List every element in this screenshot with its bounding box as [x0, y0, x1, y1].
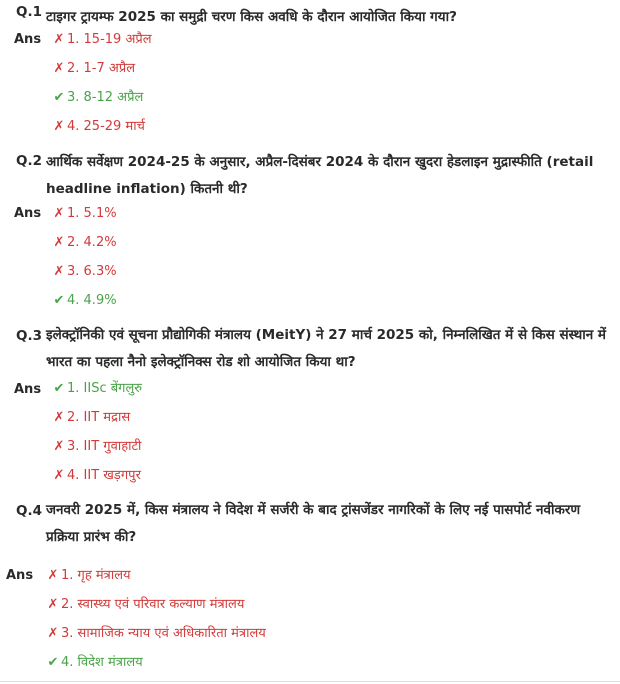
option-text: 1. IISc बेंगलुरु — [67, 381, 143, 396]
check-icon: ✔ — [53, 90, 65, 105]
option-3 — [52, 264, 117, 280]
cross-icon: ✗ — [47, 568, 59, 583]
cross-icon: ✗ — [53, 468, 65, 483]
option-1 — [52, 206, 117, 222]
option-text: 3. 6.3% — [67, 264, 117, 279]
question-number: Q.3 — [16, 328, 42, 344]
option-text: 1. 5.1% — [67, 206, 117, 221]
cross-icon: ✗ — [53, 235, 65, 250]
answer-label: Ans — [6, 568, 34, 583]
option-text: 2. IIT मद्रास — [67, 410, 131, 425]
cross-icon: ✗ — [47, 597, 59, 612]
cross-icon: ✗ — [53, 119, 65, 134]
option-text: 3. 8-12 अप्रैल — [67, 90, 144, 105]
option-text: 2. स्वास्थ्य एवं परिवार कल्याण मंत्रालय — [61, 597, 245, 612]
option-1 — [52, 381, 142, 397]
option-text: 4. 4.9% — [67, 293, 117, 308]
question-text: आर्थिक सर्वेक्षण 2024-25 के अनुसार, अप्रैल-दिसंबर 2024 के दौरान खुदरा हेडलाइन मुद्रास्फीति (retail headline inflation) कितनी थी? — [46, 154, 594, 197]
option-text: 4. विदेश मंत्रालय — [61, 655, 143, 670]
question-number: Q.1 — [16, 4, 42, 20]
option-2 — [52, 235, 117, 251]
option-text: 2. 4.2% — [67, 235, 117, 250]
option-2 — [52, 61, 135, 77]
question-number: Q.2 — [16, 153, 42, 169]
question-text: टाइगर ट्रायम्फ 2025 का समुद्री चरण किस अवधि के दौरान आयोजित किया गया? — [46, 9, 457, 25]
cross-icon: ✗ — [53, 32, 65, 47]
answer-label: Ans — [14, 206, 42, 221]
option-3 — [46, 626, 266, 642]
option-text: 4. IIT खड़गपुर — [67, 468, 141, 483]
option-text: 4. 25-29 मार्च — [67, 119, 145, 134]
bottom-divider — [0, 681, 620, 682]
check-icon: ✔ — [47, 655, 59, 670]
answer-label: Ans — [14, 32, 42, 47]
question-text: इलेक्ट्रॉनिकी एवं सूचना प्रौद्योगिकी मंत्रालय (MeitY) ने 27 मार्च 2025 को, निम्नलिखित में से किस संस्थान में भारत का पहला नैनो इलेक्ट्रॉनिक्स रोड शो आयोजित किया था? — [46, 327, 606, 370]
option-2 — [52, 410, 130, 426]
option-1 — [46, 568, 131, 584]
cross-icon: ✗ — [53, 410, 65, 425]
option-3 — [52, 439, 141, 455]
cross-icon: ✗ — [53, 61, 65, 76]
check-icon: ✔ — [53, 381, 65, 396]
option-2 — [46, 597, 244, 613]
option-text: 1. गृह मंत्रालय — [61, 568, 131, 583]
option-text: 1. 15-19 अप्रैल — [67, 32, 152, 47]
option-4 — [52, 468, 141, 484]
option-text: 2. 1-7 अप्रैल — [67, 61, 136, 76]
question-text: जनवरी 2025 में, किस मंत्रालय ने विदेश में सर्जरी के बाद ट्रांसजेंडर नागरिकों के लिए नई पासपोर्ट नवीकरण प्रक्रिया प्रारंभ की? — [46, 502, 581, 545]
cross-icon: ✗ — [53, 439, 65, 454]
option-text: 3. सामाजिक न्याय एवं अधिकारिता मंत्रालय — [61, 626, 266, 641]
option-4 — [52, 293, 117, 309]
option-text: 3. IIT गुवाहाटी — [67, 439, 142, 454]
option-4 — [46, 655, 143, 671]
option-3 — [52, 90, 143, 106]
cross-icon: ✗ — [53, 264, 65, 279]
option-1 — [52, 32, 152, 48]
cross-icon: ✗ — [53, 206, 65, 221]
cross-icon: ✗ — [47, 626, 59, 641]
check-icon: ✔ — [53, 293, 65, 308]
answer-label: Ans — [14, 382, 42, 397]
option-4 — [52, 119, 145, 135]
question-number: Q.4 — [16, 503, 42, 519]
